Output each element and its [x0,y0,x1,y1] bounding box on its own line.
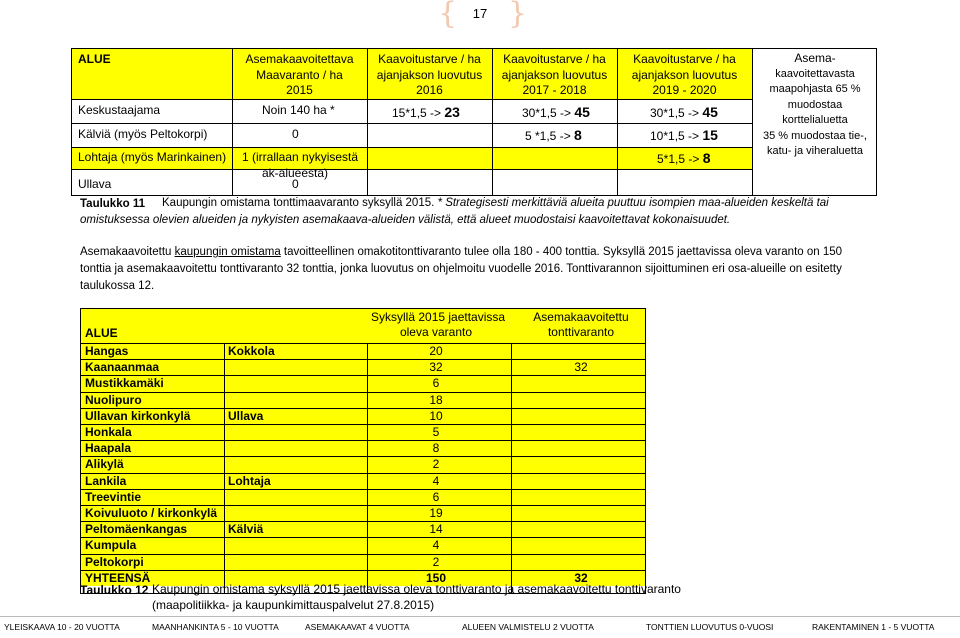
header-area: ALUE [78,52,111,66]
cell-avail: 18 [429,392,443,407]
row-need2019: 5*1,5 -> 8 [657,150,711,166]
right-brace-decoration: } [508,0,528,31]
cell-area: Koivuluoto / kirkonkylä [85,506,218,520]
cell-avail: 19 [429,506,443,520]
row-area: Lohtaja (myös Marinkainen) [78,150,227,164]
cell-district: Ullava [228,408,264,423]
footer-item: TONTTIEN LUOVUTUS 0-VUOSI [646,622,774,632]
side-note-line: Asema- [794,51,836,65]
table12-caption-l2: (maapolitiikka- ja kaupunkimittauspalvelut 27.8.2015) [152,598,435,612]
table-row [81,521,645,537]
header-need2017-l1: Kaavoitustarve / ha [503,52,606,66]
cell-area: Nuolipuro [85,392,142,407]
cell-avail: 4 [432,538,440,553]
footer-item: ALUEEN VALMISTELU 2 VUOTTA [462,622,594,632]
side-note-line: maapohjasta 65 % [769,83,861,95]
cell-area: Honkala [85,425,132,439]
row-reserve: Noin 140 ha * [262,103,335,117]
table-row [81,343,645,359]
header-avail-l1: Syksyllä 2015 jaettavissa [371,310,506,324]
table-header [81,309,645,343]
header-reserve-l1: Asemakaavoitettava [245,52,354,66]
side-note-line: korttelialuetta [782,114,848,126]
cell-avail: 150 [425,570,447,585]
side-note-line: 35 % muodostaa tie-, [763,129,867,142]
table-row [81,473,645,489]
cell-avail: 2 [432,554,440,569]
header-need2016-l1: Kaavoitustarve / ha [378,52,481,66]
cell-zoned: 32 [574,360,588,375]
row-need2017: 30*1,5 -> 45 [522,104,590,120]
header-need2019-l2: ajanjakson luovutus [631,68,738,82]
footer-item: RAKENTAMINEN 1 - 5 VUOTTA [812,622,935,632]
table-row [81,554,645,570]
row-reserve-l1: 1 (irrallaan nykyisestä [242,150,359,164]
header-reserve-l3: 2015 [286,83,313,97]
side-note [754,51,876,160]
header-need2019-l1: Kaavoitustarve / ha [633,52,736,66]
header-area: ALUE [85,326,118,340]
footer-item: MAANHANKINTA 5 - 10 VUOTTA [152,622,279,632]
cell-area: Kaanaanmaa [85,360,160,375]
table-row [81,424,645,440]
left-brace-decoration: { [438,0,458,31]
cell-avail: 20 [429,344,443,358]
table-row [81,440,645,456]
cell-area: Kumpula [85,538,137,553]
cell-avail: 6 [432,376,440,391]
cell-avail: 5 [432,425,440,439]
cell-avail: 14 [429,522,443,537]
cell-district: Kälviä [228,522,264,537]
cell-area: Haapala [85,441,132,456]
cell-avail: 2 [432,457,440,472]
side-note-line: katu- ja viheraluetta [767,145,863,157]
table11-label: Taulukko 11 [80,198,145,210]
cell-area: Peltokorpi [85,554,144,569]
footer-timeline [0,616,960,638]
cell-area: Alikylä [85,457,124,472]
footer-item: ASEMAKAAVAT 4 VUOTTA [305,622,410,632]
row-reserve-l2: ak-alueesta) [262,166,329,180]
cell-area: Mustikkamäki [85,376,164,391]
cell-avail: 32 [429,360,443,375]
cell-avail: 8 [432,441,440,456]
header-need2017-l3: 2017 - 2018 [522,83,587,97]
plot-reserve-table [80,308,646,594]
cell-zoned: 32 [574,570,588,585]
cell-area: Treevintie [85,489,142,504]
table11-caption-l2: omistuksessa olevien alueiden ja nykyisten asemakaava-alueiden välistä, että alueet muodostaisi kaavoitettavat kokonaisuudet. [80,214,731,226]
footer-item: YLEISKAAVA 10 - 20 VUOTTA [4,622,120,632]
header-avail-l2: oleva varanto [399,325,473,339]
row-area: Keskustaajama [78,103,161,117]
header-need2016-l2: ajanjakson luovutus [376,68,483,82]
table-row [81,359,645,375]
land-reserve-table [71,48,877,196]
header-need2016-l3: 2016 [416,83,443,97]
header-zoned-l2: tonttivaranto [547,325,615,339]
paragraph-line1: Asemakaavoitettu kaupungin omistama tavoitteellinen omakotitonttivaranto tulee olla 180 - 400 tonttia. Syksyllä 2015 jaettavissa oleva varanto on 150 [80,246,843,258]
table12-label: Taulukko 12 [80,583,149,597]
cell-area: Ullavan kirkonkylä [85,408,191,423]
paragraph-line3: taulukossa 12. [80,280,155,292]
row-need2016: 15*1,5 -> 23 [392,104,460,120]
row-need2019: 10*1,5 -> 15 [650,127,718,143]
table-row [81,375,645,391]
cell-avail: 6 [432,489,440,504]
table-row [81,392,645,408]
table-row [81,537,645,553]
row-area: Kälviä (myös Peltokorpi) [78,127,208,141]
row-reserve: 0 [292,127,299,141]
cell-area: Lankila [85,473,127,488]
table12-caption-l1: Kaupungin omistama syksyllä 2015 jaettavissa oleva tonttivaranto ja asemakaavoitettu tonttivaranto [152,582,681,596]
header-reserve-l2: Maavaranto / ha [256,68,343,82]
paragraph-line2: tonttia ja asemakaavoitettu tonttivaranto 32 tonttia, jonka luovutus on ohjelmoitu vuodelle 2016. Tonttivarannon sijoittuminen eri osa-alueille on esitetty [80,263,842,275]
row-reserve: 0 [292,177,299,191]
cell-area: YHTEENSÄ [85,570,151,585]
row-need2017: 5 *1,5 -> 8 [525,127,582,143]
row-area: Ullava [78,177,112,191]
header-need2017-l2: ajanjakson luovutus [501,68,608,82]
page-number: 17 [472,6,488,21]
table11-caption: Kaupungin omistama tonttimaavaranto syksyllä 2015. * Strategisesti merkittäviä alueita puuttuu isompien maa-alueiden keskeltä tai [162,197,829,209]
cell-area: Hangas [85,344,129,358]
cell-area: Peltomäenkangas [85,522,188,537]
cell-district: Kokkola [228,344,275,358]
header-zoned-l1: Asemakaavoitettu [533,310,629,324]
side-note-line: muodostaa [787,98,843,111]
cell-avail: 10 [429,408,443,423]
header-need2019-l3: 2019 - 2020 [652,83,717,97]
table-row [81,408,645,424]
table-row [81,489,645,505]
row-need2019: 30*1,5 -> 45 [650,104,718,120]
side-note-line: kaavoitettavasta [775,67,855,80]
cell-district: Lohtaja [228,473,271,488]
cell-avail: 4 [432,473,440,488]
table-row [81,456,645,472]
table-row [81,505,645,521]
